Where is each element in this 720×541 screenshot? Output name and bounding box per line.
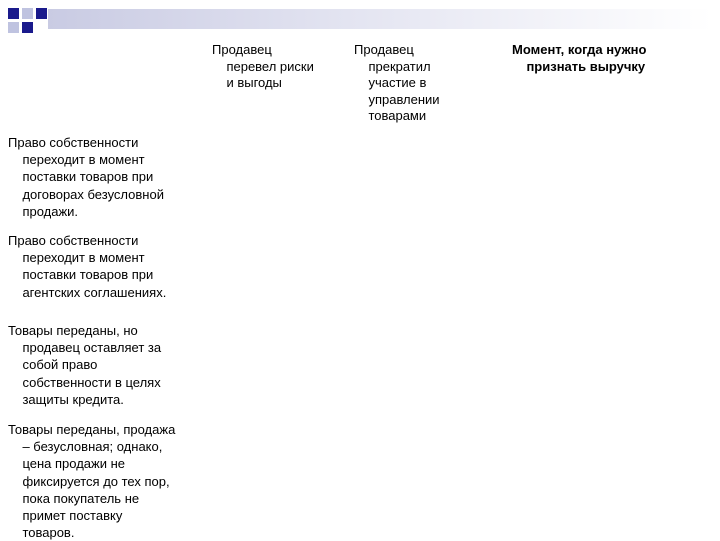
- header-seller-transferred-risks: Продавец перевел риски и выгоды: [212, 42, 314, 90]
- dark-square: [8, 8, 19, 19]
- row-retained-title: Товары переданы, но продавец оставляет за собой право собственности в целях защиты кредита.: [8, 323, 162, 407]
- row-price-not-fixed: Товары переданы, продажа – безусловная; однако, цена продажи не фиксируется до тех пор, пока покупатель не примет поставку товаров.: [8, 422, 176, 541]
- title-bar-gradient: [48, 9, 712, 29]
- dark-square: [22, 22, 33, 33]
- light-square: [8, 22, 19, 33]
- row-unconditional-sale: Право собственности переходит в момент поставки товаров при договорах безусловной продажи.: [8, 135, 164, 219]
- header-revenue-recognition-moment: Момент, когда нужно признать выручку: [512, 42, 647, 74]
- row-agency-agreement: Право собственности переходит в момент поставки товаров при агентских соглашениях.: [8, 233, 167, 300]
- light-square: [22, 8, 33, 19]
- header-seller-stopped-management: Продавец прекратил участие в управлении товарами: [354, 42, 440, 123]
- dark-square: [36, 8, 47, 19]
